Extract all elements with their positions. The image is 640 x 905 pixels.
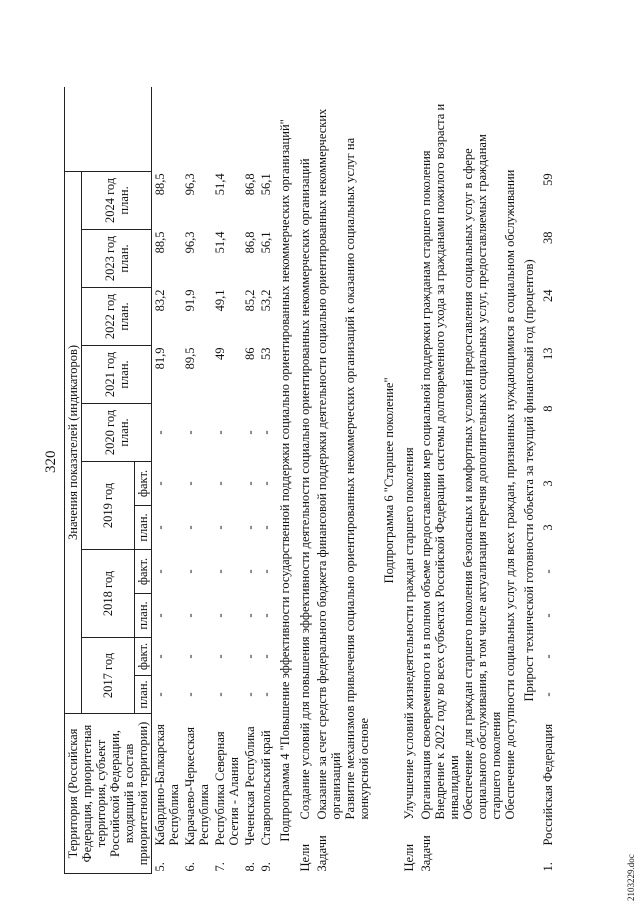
tasks-text: Обеспечение для граждан старшего поколения безопасных и комфортных условий предоставления социальных услуг в сфере социального обслуживания, в том числе актуализация перечня дополнительных социальных услуг, предоставляемых гражданам старшего поколения	[461, 134, 503, 820]
value-cell: 53,2	[259, 289, 273, 312]
tasks-label: Задачи	[419, 835, 433, 872]
value-cell: 56,1	[259, 231, 273, 254]
value-cell: -	[259, 613, 273, 618]
value-cell: -	[213, 481, 227, 486]
value-cell: -	[183, 692, 197, 697]
fact-2018-header: факт.	[135, 550, 152, 594]
region-name: Чеченская Республика	[243, 726, 257, 846]
value-cell: -	[213, 569, 227, 574]
goals-label: Цели	[298, 843, 312, 872]
territory-header: Территория (Российская Федерация, приоритетная территория, субъект Российской Федерации, входящий в состав приоритетной территории)	[65, 714, 152, 874]
value-cell: 96,3	[183, 173, 197, 196]
region-name: Кабардино-Балкарская Республика	[153, 724, 181, 846]
value-cell: -	[259, 481, 273, 486]
value-cell: -	[153, 569, 167, 574]
value-cell: 96,3	[183, 231, 197, 254]
value-cell: -	[541, 654, 555, 659]
fact-2017-header: факт.	[135, 638, 152, 676]
indicator-title: Прирост технической готовности объекта за текущий финансовый год (процентов)	[522, 259, 536, 702]
value-cell: 3	[541, 524, 555, 531]
value-cell: 85,2	[243, 289, 257, 312]
year-2019-header: 2019 год	[82, 462, 135, 550]
value-cell: -	[541, 613, 555, 618]
value-cell: 53	[259, 347, 273, 360]
row-number: 6.	[183, 862, 197, 872]
table-row	[212, 87, 242, 873]
goals-text: Создание условий для повышения эффективности деятельности социально ориентированных некоммерческих организаций	[298, 158, 312, 820]
value-cell: -	[259, 692, 273, 697]
value-cell: -	[213, 525, 227, 530]
value-cell: -	[153, 654, 167, 659]
indicators-table	[64, 87, 556, 874]
table-row	[182, 87, 212, 873]
value-cell: -	[153, 430, 167, 435]
value-cell: 13	[541, 347, 555, 360]
tasks-text: Оказание за счет средств федерального бюджета финансовой поддержки деятельности социально ориентированных некоммерческих организаций	[315, 108, 343, 820]
col-2023-header: 2023 год план.	[82, 230, 152, 288]
col-2022-header: 2022 год план.	[82, 288, 152, 346]
value-cell: 59	[541, 173, 555, 186]
subprogram-4-title: Подпрограмма 4 "Повышение эффективности государственной поддержки социально ориентированных некоммерческих организаций"	[278, 119, 292, 842]
plan-2019-header: план.	[135, 506, 152, 550]
document-id: 2103229.doc	[626, 854, 636, 901]
subprogram-6-title: Подпрограмма 6 "Старшее поколение"	[382, 377, 396, 584]
value-cell: 3	[541, 480, 555, 487]
region-name: Республика Северная Осетия - Алания	[213, 731, 241, 846]
value-cell: -	[213, 654, 227, 659]
value-cell: -	[541, 569, 555, 574]
tasks-text: Развитие механизмов привлечения социально ориентированных некоммерческих организаций к оказанию социальных услуг на конкурсной основе	[343, 137, 371, 820]
table-row	[152, 87, 183, 873]
value-cell: 51,4	[213, 173, 227, 196]
value-cell: 24	[541, 289, 555, 302]
region-name: Российская Федерация	[541, 723, 555, 846]
col-2020-header: 2020 год план.	[82, 404, 152, 462]
value-cell: -	[183, 430, 197, 435]
table-row	[540, 87, 556, 873]
value-cell: 49,1	[213, 289, 227, 312]
tasks-label: Задачи	[315, 835, 329, 872]
value-cell: -	[243, 430, 257, 435]
table-row	[242, 87, 258, 873]
value-cell: 8	[541, 405, 555, 412]
fact-2019-header: факт.	[135, 462, 152, 506]
region-name: Карачаево-Черкесская Республика	[183, 727, 211, 846]
value-cell: -	[243, 692, 257, 697]
tasks-text: Обеспечение доступности социальных услуг для всех граждан, признанных нуждающимися в социальном обслуживании	[503, 169, 517, 820]
value-cell: -	[213, 430, 227, 435]
value-cell: 51,4	[213, 231, 227, 254]
value-cell: 86,8	[243, 173, 257, 196]
plan-2017-header: план.	[135, 676, 152, 714]
value-cell: 89,5	[183, 347, 197, 370]
value-cell: -	[153, 613, 167, 618]
value-cell: -	[259, 430, 273, 435]
page-number: 320	[43, 450, 59, 473]
tasks-text: Организация своевременного и в полном объеме предоставления мер социальной поддержки гражданам старшего поколения	[419, 150, 433, 820]
year-2017-header: 2017 год	[82, 638, 135, 714]
values-group-header: Значения показателей (индикаторов)	[65, 171, 82, 713]
value-cell: -	[243, 613, 257, 618]
value-cell: 56,1	[259, 173, 273, 196]
value-cell: -	[153, 481, 167, 486]
value-cell: -	[243, 654, 257, 659]
value-cell: 81,9	[153, 347, 167, 370]
table-row	[258, 87, 274, 873]
value-cell: -	[153, 525, 167, 530]
value-cell: -	[153, 692, 167, 697]
goals-label: Цели	[402, 843, 416, 872]
value-cell: 49	[213, 347, 227, 360]
value-cell: -	[213, 613, 227, 618]
value-cell: -	[243, 525, 257, 530]
value-cell: -	[213, 692, 227, 697]
plan-2018-header: план.	[135, 594, 152, 638]
row-number: 7.	[213, 862, 227, 872]
col-2021-header: 2021 год план.	[82, 346, 152, 404]
value-cell: -	[183, 569, 197, 574]
value-cell: 88,5	[153, 173, 167, 196]
value-cell: 86,8	[243, 231, 257, 254]
value-cell: -	[183, 481, 197, 486]
value-cell: -	[183, 525, 197, 530]
value-cell: -	[243, 481, 257, 486]
value-cell: 86	[243, 347, 257, 360]
value-cell: -	[183, 654, 197, 659]
tasks-text: Внедрение к 2022 году во всех субъектах Российской Федерации системы долговременного ухода за гражданами пожилого возраста и инвалидами	[433, 103, 461, 820]
region-name: Ставропольский край	[259, 730, 273, 846]
row-number: 9.	[259, 862, 273, 872]
value-cell: 88,5	[153, 231, 167, 254]
value-cell: 38	[541, 231, 555, 244]
year-2018-header: 2018 год	[82, 550, 135, 638]
goals-text: Улучшение условий жизнедеятельности граждан старшего поколения	[402, 447, 416, 820]
value-cell: -	[243, 569, 257, 574]
row-number: 8.	[243, 862, 257, 872]
value-cell: -	[183, 613, 197, 618]
value-cell: 91,9	[183, 289, 197, 312]
value-cell: 83,2	[153, 289, 167, 312]
col-2024-header: 2024 год план.	[82, 171, 152, 229]
value-cell: -	[541, 692, 555, 697]
value-cell: -	[259, 525, 273, 530]
row-number: 1.	[541, 862, 555, 872]
value-cell: -	[259, 569, 273, 574]
value-cell: -	[259, 654, 273, 659]
row-number: 5.	[153, 862, 167, 872]
